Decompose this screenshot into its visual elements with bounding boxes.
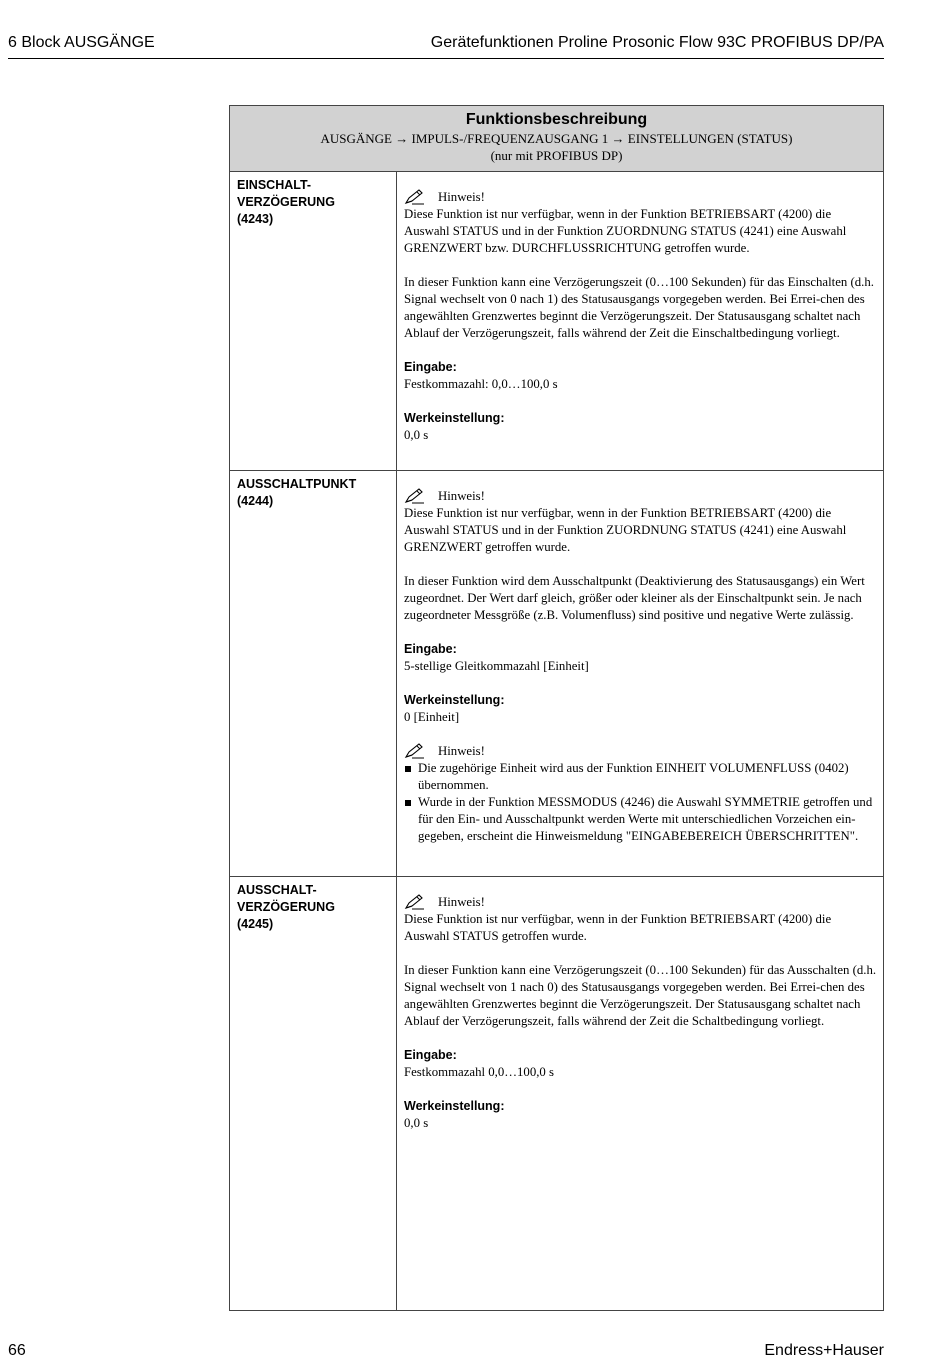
page-footer bbox=[8, 1340, 884, 1362]
table-row bbox=[230, 471, 883, 877]
function-name-line: VERZÖGERUNG bbox=[237, 900, 335, 914]
hint-heading bbox=[404, 186, 877, 206]
function-label bbox=[230, 471, 397, 876]
hint-label: Hinweis! bbox=[438, 895, 485, 909]
hint-heading bbox=[404, 485, 877, 505]
description-text: In dieser Funktion kann eine Verzögerungszeit (0…100 Sekunden) für das Einschalten (d.h. Signal wechselt von 0 nach 1) des Statusausgangs vorgegeben werden. Bei Errei-chen des angewählten Grenzwertes beginnt die Verzögerungszeit. Der Statusausgang schaltet nach Ablauf der Verzögerungszeit, falls während der Zeit die Einschaltbedingung vorliegt. bbox=[404, 275, 874, 340]
function-name-line: AUSSCHALT- bbox=[237, 883, 317, 897]
default-value: 0,0 s bbox=[404, 1116, 429, 1130]
pencil-note-icon bbox=[404, 742, 426, 760]
page-header bbox=[8, 30, 884, 59]
pencil-note-icon bbox=[404, 188, 426, 206]
hint-label: Hinweis! bbox=[438, 744, 485, 758]
default-label: Werkeinstellung: bbox=[404, 693, 505, 707]
list-item: Die zugehörige Einheit wird aus der Funktion EINHEIT VOLUMENFLUSS (0402) übernommen. bbox=[404, 760, 877, 794]
function-code: (4245) bbox=[237, 917, 274, 931]
table-row bbox=[230, 172, 883, 471]
function-code: (4244) bbox=[237, 494, 274, 508]
page-number: 66 bbox=[8, 1342, 26, 1359]
function-code: (4243) bbox=[237, 212, 274, 226]
hint-text: Diese Funktion ist nur verfügbar, wenn in der Funktion BETRIEBSART (4200) die Auswahl STATUS und in der Funktion ZUORDNUNG STATUS (4241) eine Auswahl GRENZWERT bzw. DURCHFLUSSRICHTUNG getroffen wurde. bbox=[404, 207, 847, 255]
function-description bbox=[398, 471, 883, 845]
function-label bbox=[230, 877, 397, 1310]
pencil-note-icon bbox=[404, 893, 426, 911]
description-text: In dieser Funktion kann eine Verzögerungszeit (0…100 Sekunden) für das Ausschalten (d.h. Signal wechselt von 1 nach 0) des Statusausgangs vorgegeben werden. Bei Errei-chen des angewählten Grenzwertes beginnt die Verzögerungszeit. Der Statusausgang schaltet nach Ablauf der Verzögerungszeit, falls während der Zeit die Schaltbedingung vorliegt. bbox=[404, 963, 877, 1028]
input-value: Festkommazahl: 0,0…100,0 s bbox=[404, 377, 558, 391]
list-item: Wurde in der Funktion MESSMODUS (4246) die Auswahl SYMMETRIE getroffen und für den Ein- und Ausschaltpunkt werden Werte mit unterschiedlichen Vorzeichen ein-gegeben, erscheint die Hinweismeldung "EINGABEBEREICH ÜBERSCHRITTEN". bbox=[404, 794, 877, 845]
default-value: 0,0 s bbox=[404, 428, 429, 442]
menu-path-note: (nur mit PROFIBUS DP) bbox=[490, 148, 623, 163]
brand-name: Endress+Hauser bbox=[764, 1342, 884, 1359]
hint-list bbox=[404, 760, 877, 845]
table-row bbox=[230, 877, 883, 1310]
input-value: Festkommazahl 0,0…100,0 s bbox=[404, 1065, 554, 1079]
hint-heading bbox=[404, 891, 877, 911]
menu-path: AUSGÄNGE → IMPULS-/FREQUENZAUSGANG 1 → EINSTELLUNGEN (STATUS) bbox=[320, 131, 793, 146]
hint-label: Hinweis! bbox=[438, 489, 485, 503]
function-description bbox=[398, 877, 883, 1132]
section-title: 6 Block AUSGÄNGE bbox=[8, 34, 155, 51]
hint-label: Hinweis! bbox=[438, 190, 485, 204]
default-label: Werkeinstellung: bbox=[404, 1099, 505, 1113]
input-label: Eingabe: bbox=[404, 1048, 457, 1062]
function-name-line: EINSCHALT- bbox=[237, 178, 312, 192]
function-name-line: VERZÖGERUNG bbox=[237, 195, 335, 209]
input-label: Eingabe: bbox=[404, 360, 457, 374]
table-header bbox=[230, 106, 883, 172]
document-title: Gerätefunktionen Proline Prosonic Flow 93C PROFIBUS DP/PA bbox=[430, 34, 884, 51]
description-text: In dieser Funktion wird dem Ausschaltpunkt (Deaktivierung des Statusausgangs) ein Wert zugeordnet. Der Wert darf gleich, größer oder kleiner als der Einschaltpunkt sein. Je nach zugeordneter Messgröße (z.B. Volumenfluss) sind positive und negative Werte zulässig. bbox=[404, 574, 865, 622]
function-description bbox=[398, 172, 883, 444]
hint-heading bbox=[404, 740, 877, 760]
function-name-line: AUSSCHALTPUNKT bbox=[237, 477, 357, 491]
hint-text: Diese Funktion ist nur verfügbar, wenn in der Funktion BETRIEBSART (4200) die Auswahl STATUS und in der Funktion ZUORDNUNG STATUS (4241) eine Auswahl GRENZWERT getroffen wurde. bbox=[404, 506, 847, 554]
input-value: 5-stellige Gleitkommazahl [Einheit] bbox=[404, 659, 589, 673]
input-label: Eingabe: bbox=[404, 642, 457, 656]
table-title: Funktionsbeschreibung bbox=[465, 111, 648, 128]
pencil-note-icon bbox=[404, 487, 426, 505]
function-label bbox=[230, 172, 397, 470]
function-table bbox=[229, 105, 884, 1311]
hint-text: Diese Funktion ist nur verfügbar, wenn in der Funktion BETRIEBSART (4200) die Auswahl STATUS getroffen wurde. bbox=[404, 912, 832, 943]
default-value: 0 [Einheit] bbox=[404, 710, 460, 724]
default-label: Werkeinstellung: bbox=[404, 411, 505, 425]
